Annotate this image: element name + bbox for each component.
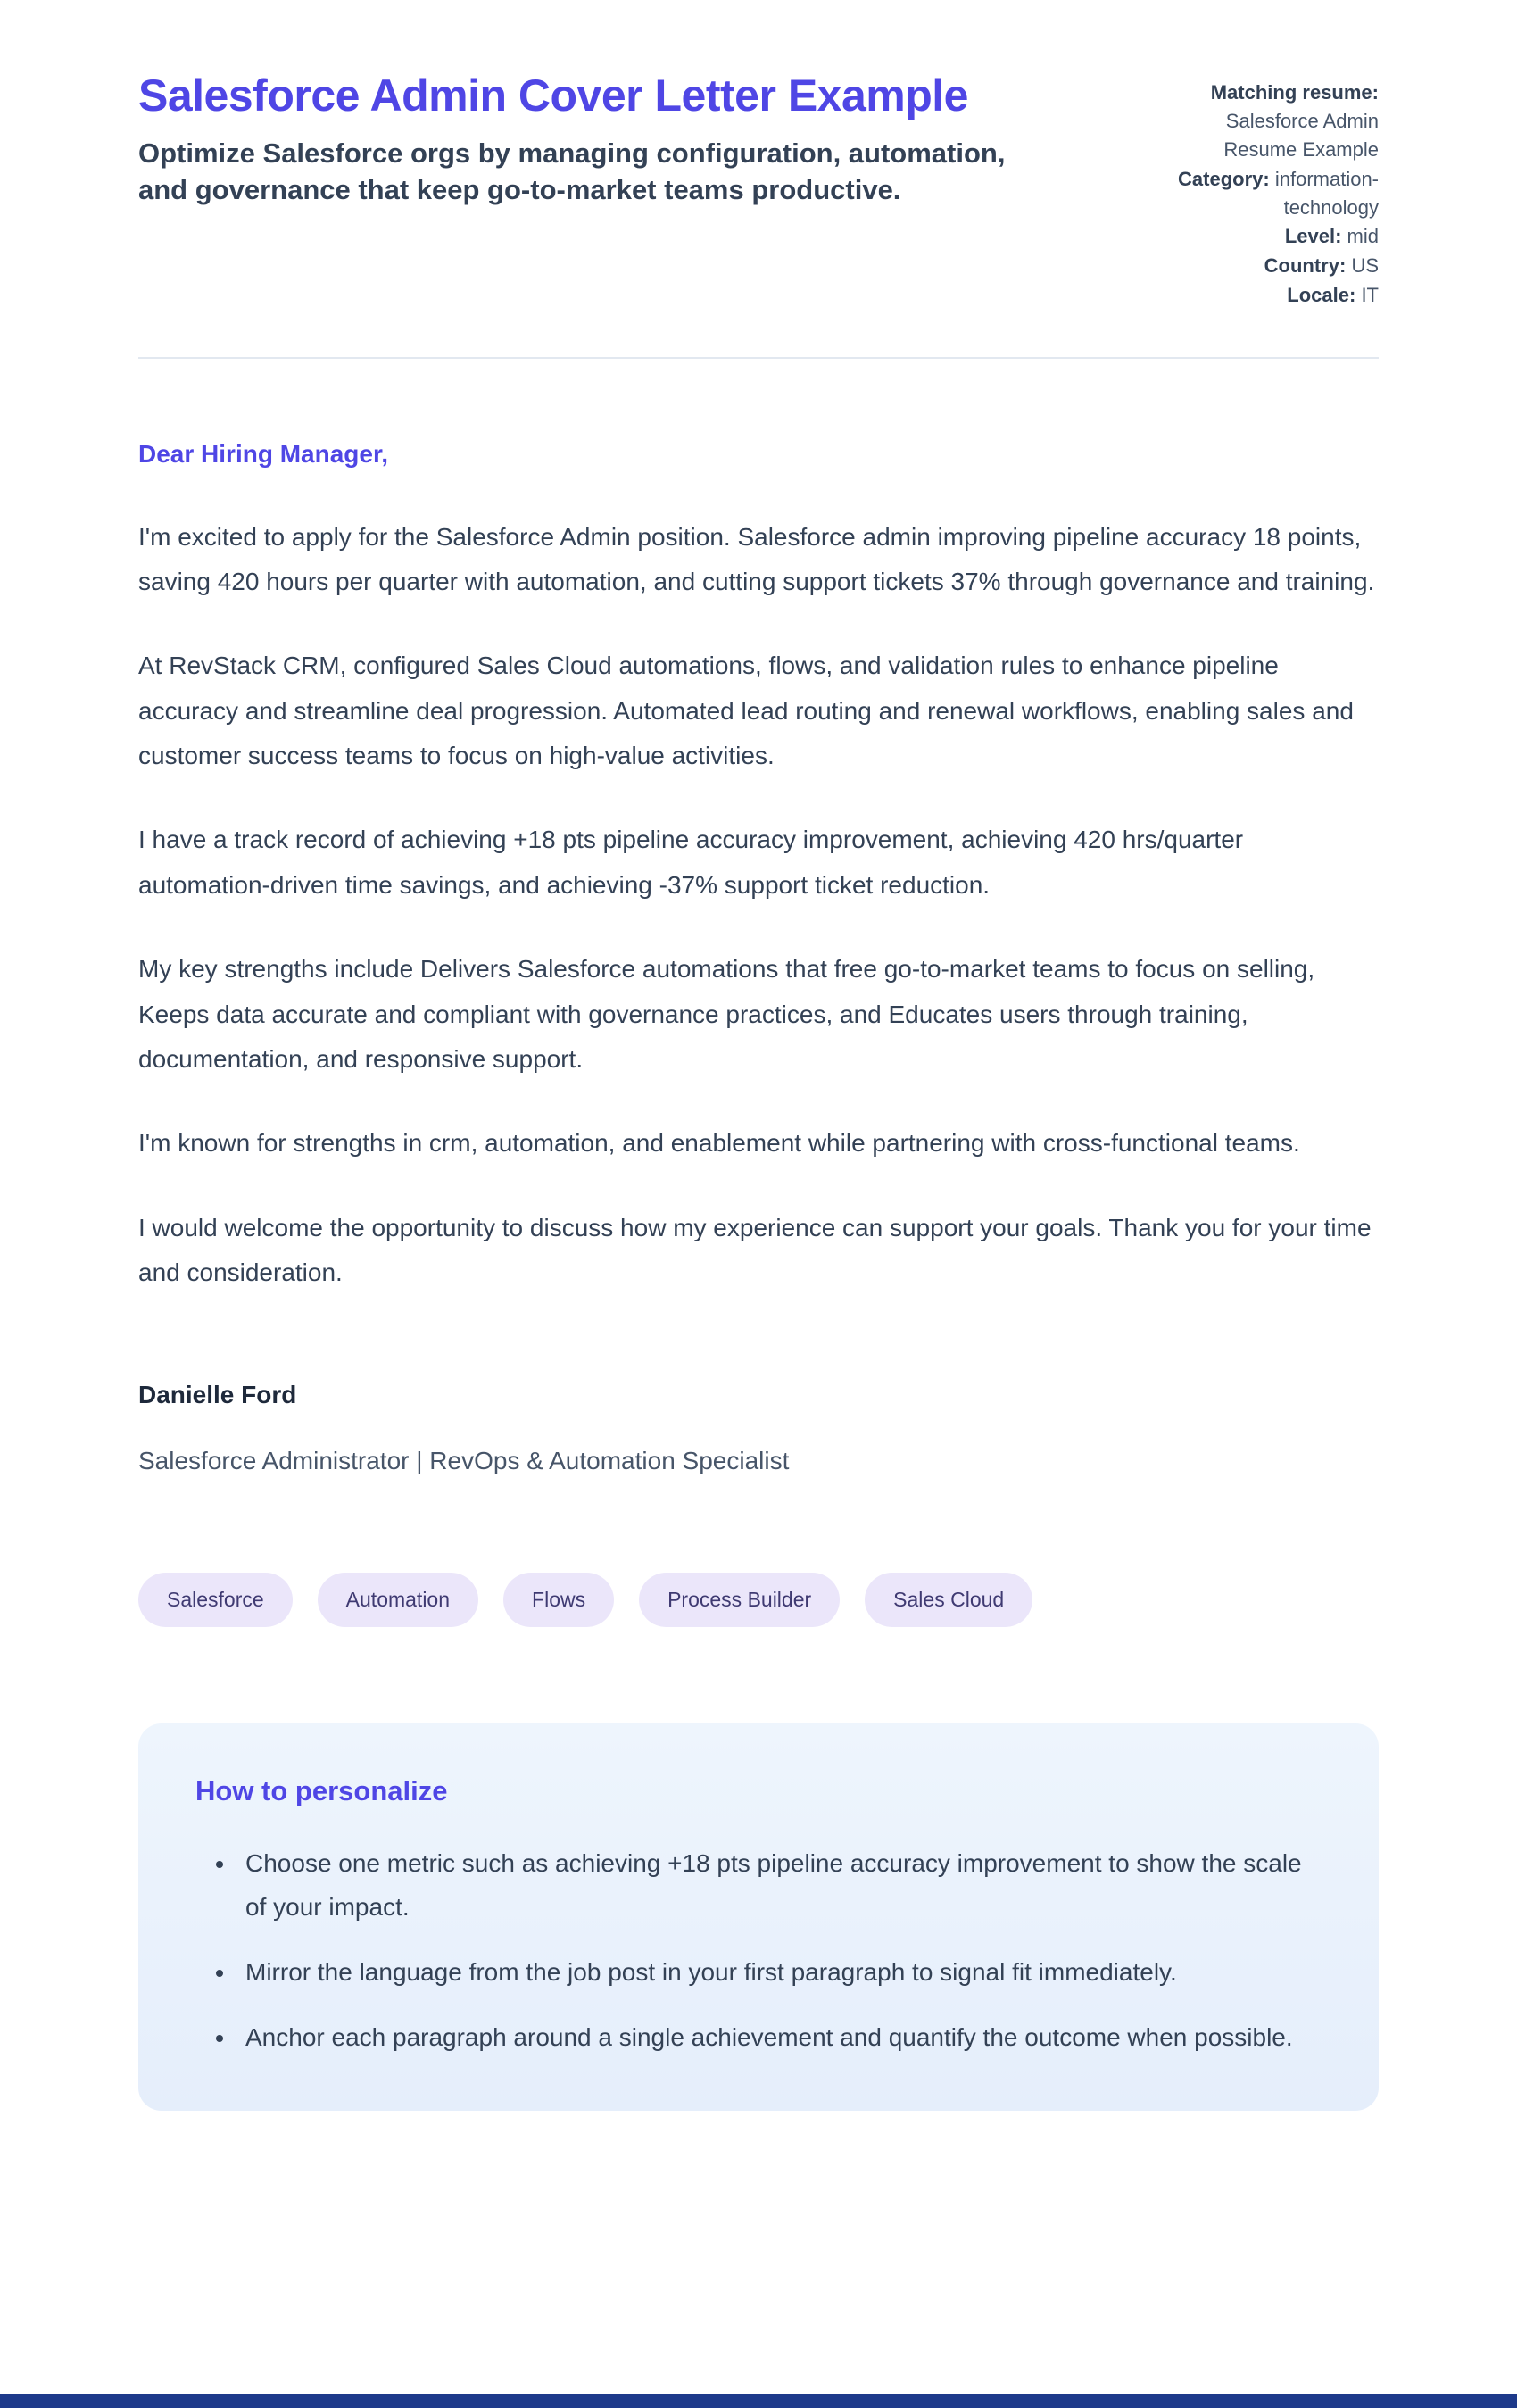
letter-paragraph: My key strengths include Delivers Salesforce automations that free go-to-market teams to focus on selling, Keeps data accurate and compliant with governance practices, and Educates users through training, documentation, and responsive support. (138, 955, 1315, 1074)
meta-row (1154, 79, 1379, 164)
meta-row (1154, 252, 1379, 280)
tag-list (138, 1573, 1379, 1627)
meta-label: Category: (1178, 167, 1270, 190)
salutation: Dear Hiring Manager, (138, 440, 389, 469)
signature-block (138, 1373, 1379, 1484)
personalize-box (138, 1723, 1379, 2111)
tag-pill[interactable]: Process Builder (639, 1573, 840, 1627)
tag-pill[interactable]: Salesforce (138, 1573, 293, 1627)
tip-item: • Choose one metric such as achieving +18 pts pipeline accuracy improvement to show the scale of your impact. (236, 1841, 1322, 1929)
header-divider (138, 357, 1379, 359)
meta-value: information-technology (1274, 167, 1379, 219)
signature-title: Salesforce Administrator | RevOps & Automation Specialist (138, 1446, 790, 1474)
meta-row (1154, 165, 1379, 222)
letter-paragraphs (138, 515, 1379, 1296)
meta-label: Locale: (1287, 284, 1356, 307)
meta-panel (1154, 70, 1379, 311)
tip-item: • Anchor each paragraph around a single achievement and quantify the outcome when possible. (236, 2015, 1322, 2059)
page-title: Salesforce Admin Cover Letter Example (138, 71, 968, 120)
personalize-heading: How to personalize (195, 1775, 448, 1807)
cover-letter-body (138, 432, 1379, 1483)
meta-value: US (1351, 254, 1379, 278)
letter-paragraph: I would welcome the opportunity to discuss how my experience can support your goals. Thank you for your time and consideration. (138, 1213, 1372, 1287)
tag-pill[interactable]: Automation (318, 1573, 478, 1627)
header (138, 70, 1379, 311)
letter-paragraph: I have a track record of achieving +18 pts pipeline accuracy improvement, achieving 420 hrs/quarter automation-driven time savings, and achieving -37% support ticket reduction. (138, 826, 1244, 899)
tag-pill[interactable]: Sales Cloud (865, 1573, 1032, 1627)
letter-paragraph: I'm known for strengths in crm, automation, and enablement while partnering with cross-functional teams. (138, 1129, 1300, 1158)
personalize-tips (195, 1841, 1322, 2059)
letter-paragraph: I'm excited to apply for the Salesforce Admin position. Salesforce admin improving pipeline accuracy 18 points, saving 420 hours per quarter with automation, and cutting support tickets 37% through governance and training. (138, 522, 1375, 595)
header-text-block (138, 70, 1040, 311)
meta-value: mid (1347, 225, 1379, 248)
letter-paragraph: At RevStack CRM, configured Sales Cloud automations, flows, and validation rules to enhance pipeline accuracy and streamline deal progression. Automated lead routing and renewal workflows, enabling sales and customer success teams to focus on high-value activities. (138, 652, 1354, 770)
footer-bar (0, 2394, 1517, 2408)
page-subtitle: Optimize Salesforce orgs by managing configuration, automation, and governance that keep go-to-market teams productive. (138, 137, 1006, 205)
meta-label: Matching resume: (1210, 81, 1379, 104)
meta-label: Level: (1284, 225, 1342, 248)
signature-name: Danielle Ford (138, 1380, 297, 1408)
meta-label: Country: (1264, 254, 1347, 278)
tag-pill[interactable]: Flows (503, 1573, 614, 1627)
meta-row (1154, 222, 1379, 251)
meta-value: Salesforce Admin Resume Example (1223, 109, 1379, 161)
meta-row (1154, 281, 1379, 310)
tip-item: • Mirror the language from the job post in your first paragraph to signal fit immediately. (236, 1950, 1322, 1994)
meta-value: IT (1361, 284, 1379, 307)
